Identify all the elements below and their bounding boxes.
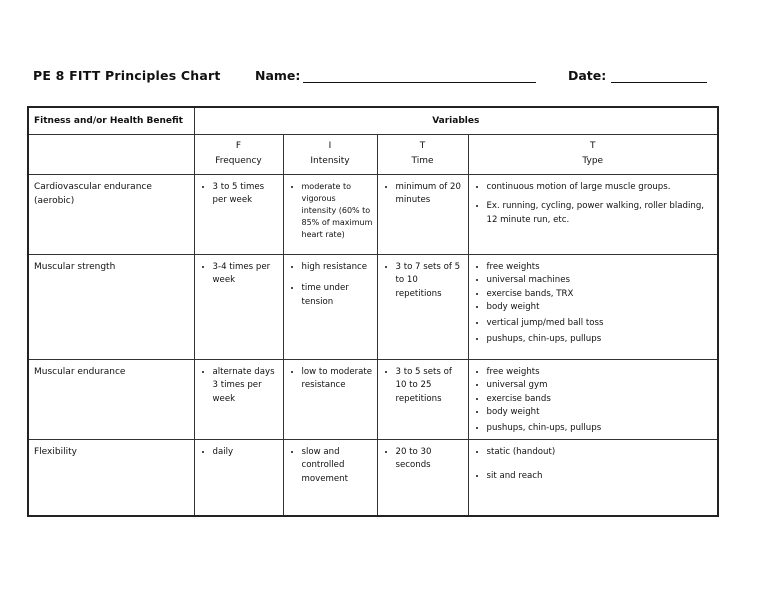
list-item: • body weight <box>487 406 714 420</box>
subheader-letter: T <box>419 140 426 151</box>
benefit-cell: Muscular strength <box>28 254 194 359</box>
list-item: • vertical jump/med ball toss <box>487 317 714 331</box>
column-header-variables: Variables <box>194 107 718 134</box>
subheader-frequency <box>194 134 283 174</box>
list-item: • body weight <box>487 301 714 315</box>
list-item: • exercise bands <box>487 393 714 407</box>
column-header-benefit: Fitness and/or Health Benefit <box>28 107 194 134</box>
time-cell <box>377 174 468 254</box>
table-subheader-row <box>28 134 718 174</box>
frequency-cell <box>194 174 283 254</box>
list-item: • low to moderate resistance <box>302 366 373 393</box>
list-item: • 20 to 30 seconds <box>396 446 464 473</box>
benefit-cell: Cardiovascular endurance (aerobic) <box>28 174 194 254</box>
list-item: • daily <box>213 446 279 460</box>
subheader-label: Type <box>582 155 604 166</box>
intensity-cell <box>283 254 377 359</box>
list-item: • continuous motion of large muscle groups. <box>487 181 714 195</box>
subheader-time <box>377 134 468 174</box>
benefit-cell: Flexibility <box>28 439 194 516</box>
intensity-cell <box>283 359 377 439</box>
list-item: • sit and reach <box>487 470 714 484</box>
list-item: • 3 to 7 sets of 5 to 10 repetitions <box>396 261 464 302</box>
document-title: PE 8 FITT Principles Chart <box>33 68 221 83</box>
subheader-intensity <box>283 134 377 174</box>
subheader-letter: F <box>235 140 242 151</box>
table-row <box>28 439 718 516</box>
empty-subheader-cell <box>28 134 194 174</box>
list-item: • moderate to vigorous intensity (60% to 85% of maximum heart rate) <box>302 181 373 241</box>
list-item: • free weights <box>487 366 714 380</box>
table-row <box>28 359 718 439</box>
date-blank-line[interactable] <box>611 82 707 83</box>
list-item: • static (handout) <box>487 446 714 460</box>
frequency-cell <box>194 359 283 439</box>
table-row <box>28 174 718 254</box>
list-item: • pushups, chin-ups, pullups <box>487 422 714 436</box>
time-cell <box>377 439 468 516</box>
list-item: • exercise bands, TRX <box>487 288 714 302</box>
subheader-letter: T <box>590 140 596 151</box>
type-cell <box>468 254 718 359</box>
intensity-cell <box>283 174 377 254</box>
list-item: • universal machines <box>487 274 714 288</box>
benefit-cell: Muscular endurance <box>28 359 194 439</box>
subheader-label: Intensity <box>310 155 350 166</box>
date-label: Date: <box>568 68 607 83</box>
list-item: • universal gym <box>487 379 714 393</box>
table-row <box>28 254 718 359</box>
list-item: • 3-4 times per week <box>213 261 279 288</box>
document-header <box>33 66 723 88</box>
type-cell <box>468 439 718 516</box>
intensity-cell <box>283 439 377 516</box>
list-item: • free weights <box>487 261 714 275</box>
type-cell <box>468 174 718 254</box>
list-item: • 3 to 5 times per week <box>213 181 279 208</box>
frequency-cell <box>194 254 283 359</box>
name-blank-line[interactable] <box>303 82 536 83</box>
time-cell <box>377 254 468 359</box>
list-item: • 3 to 5 sets of 10 to 25 repetitions <box>396 366 464 407</box>
subheader-label: Frequency <box>215 155 262 166</box>
table-header-row <box>28 107 718 134</box>
list-item: • high resistance <box>302 261 373 275</box>
list-item: • pushups, chin-ups, pullups <box>487 333 714 347</box>
list-item: • alternate days 3 times per week <box>213 366 279 407</box>
subheader-type <box>468 134 718 174</box>
list-item: • minimum of 20 minutes <box>396 181 464 208</box>
subheader-label: Time <box>411 155 434 166</box>
fitt-principles-table <box>27 106 719 517</box>
list-item: • time under tension <box>302 282 373 309</box>
name-label: Name: <box>255 68 301 83</box>
list-item: • slow and controlled movement <box>302 446 373 487</box>
time-cell <box>377 359 468 439</box>
list-item: • Ex. running, cycling, power walking, roller blading, 12 minute run, etc. <box>487 200 714 227</box>
frequency-cell <box>194 439 283 516</box>
subheader-letter: I <box>328 140 332 151</box>
type-cell <box>468 359 718 439</box>
